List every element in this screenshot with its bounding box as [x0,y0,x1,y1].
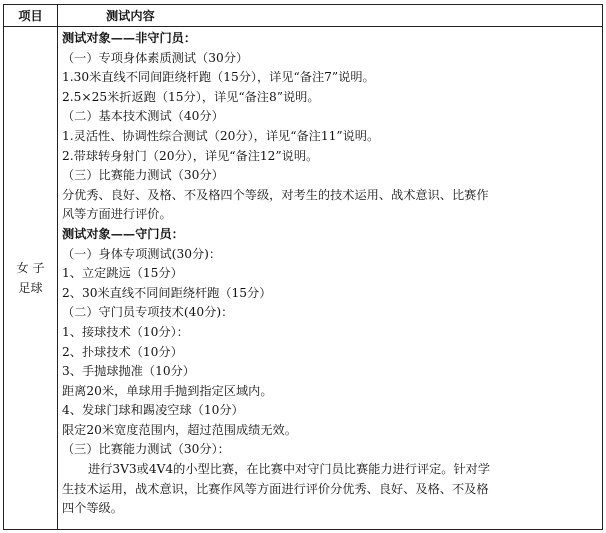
content-line: 1.30米直线不同间距绕杆跑（15分），详见“备注7”说明。 [62,70,375,85]
header-content: 测试内容 [58,5,603,27]
content-line: 1、接球技术（10分）： [62,324,189,339]
content-line: （三）比赛能力测试（30分）： [62,442,230,457]
content-line: 1.灵活性、协调性综合测试（20分），详见“备注11”说明。 [62,128,380,143]
test-content-table [3,4,603,530]
project-name-line1: 女 子 [16,261,45,275]
content-line: （二）守门员专项技术(40分)： [62,305,234,320]
content-line: （一）身体专项测试(30分)： [62,246,222,261]
content-line: 1、立定跳远（15分） [62,266,183,281]
project-name-line2: 足球 [18,281,43,295]
content-line: 限定20米宽度范围内，超过范围成绩无效。 [62,422,297,437]
content-line: 距离20米，单球用手抛到指定区域内。 [62,383,273,398]
content-cell [58,27,603,530]
content-line: 2.带球转身射门（20分），详见“备注12”说明。 [62,148,319,163]
content-line: 4、发球门球和踢凌空球（10分） [62,403,244,418]
content-line: 风等方面进行评价。 [62,207,172,222]
content-line: 2、30米直线不同间距绕杆跑（15分） [62,285,272,300]
project-cell [4,27,58,530]
final-paragraph-line2: 生技术运用，战术意识，比赛作风等方面进行评价分优秀、良好、及格、不及格 [62,481,489,496]
content-line: 2、扑球技术（10分） [62,344,183,359]
content-line: （二）基本技术测试（40分） [62,109,224,124]
content-line: （一）专项身体素质测试（30分） [62,50,249,65]
header-project: 项目 [4,5,58,27]
non-goalkeeper-title: 测试对象——非守门员： [62,31,197,45]
table-row [4,27,603,530]
final-paragraph-line3: 四个等级。 [62,501,123,516]
content-line: 分优秀、良好、及格、不及格四个等级，对考生的技术运用、战术意识、比赛作 [62,187,489,202]
goalkeeper-title: 测试对象——守门员： [62,226,184,241]
final-paragraph-line1: 进行3V3或4V4的小型比赛，在比赛中对守门员比赛能力进行评定。针对学 [88,462,491,477]
content-line: 3、手抛球抛准（10分） [62,364,195,379]
content-line: （三）比赛能力测试（30分） [62,168,224,183]
content-line: 2.5×25米折返跑（15分），详见“备注8”说明。 [62,89,320,104]
table-header-row [4,5,603,27]
